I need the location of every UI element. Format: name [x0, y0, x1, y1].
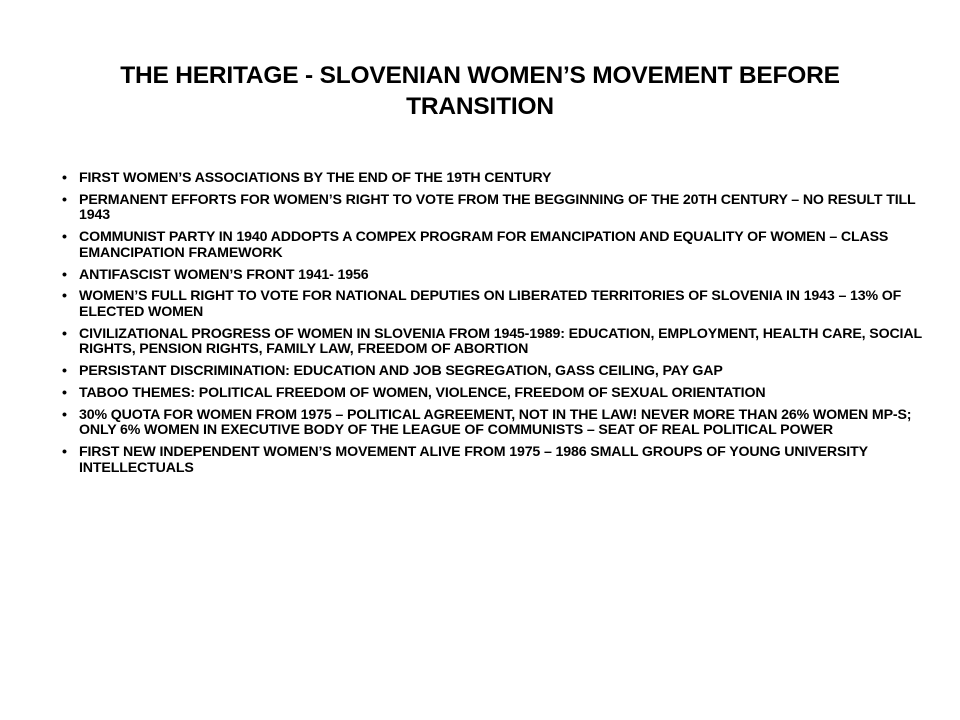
bullet-item — [62, 289, 922, 320]
bullet-item — [62, 408, 922, 439]
bullet-item — [62, 386, 922, 401]
bullet-icon: • — [62, 266, 67, 283]
bullet-text: FIRST NEW INDEPENDENT WOMEN’S MOVEMENT ALIVE FROM 1975 – 1986 SMALL GROUPS OF YOUNG UNIVERSITY INTELLECTUALS — [79, 444, 868, 476]
slide-title: THE HERITAGE - SLOVENIAN WOMEN’S MOVEMENT BEFORE TRANSITION — [120, 62, 840, 120]
bullet-icon: • — [62, 384, 67, 401]
bullet-icon: • — [62, 288, 67, 305]
bullet-text: COMMUNIST PARTY IN 1940 ADDOPTS A COMPEX PROGRAM FOR EMANCIPATION AND EQUALITY OF WOMEN – CLASS EMANCIPATION FRAMEWORK — [79, 229, 889, 261]
bullet-icon: • — [62, 191, 67, 208]
bullet-item — [62, 193, 922, 224]
bullet-text: WOMEN’S FULL RIGHT TO VOTE FOR NATIONAL DEPUTIES ON LIBERATED TERRITORIES OF SLOVENIA IN 1943 – 13% OF ELECTED WOMEN — [79, 288, 902, 320]
bullet-icon: • — [62, 229, 67, 246]
bullet-item — [62, 445, 922, 476]
bullet-icon: • — [62, 406, 67, 423]
bullet-item — [62, 230, 922, 261]
bullet-item — [62, 268, 922, 283]
bullet-item — [62, 364, 922, 379]
bullet-text: TABOO THEMES: POLITICAL FREEDOM OF WOMEN, VIOLENCE, FREEDOM OF SEXUAL ORIENTATION — [79, 384, 766, 401]
bullet-text: ANTIFASCIST WOMEN’S FRONT 1941- 1956 — [79, 266, 369, 283]
bullet-icon: • — [62, 170, 67, 186]
bullet-text: PERSISTANT DISCRIMINATION: EDUCATION AND JOB SEGREGATION, GASS CEILING, PAY GAP — [79, 363, 723, 380]
bullet-item — [62, 171, 922, 186]
bullet-text: 30% QUOTA FOR WOMEN FROM 1975 – POLITICAL AGREEMENT, NOT IN THE LAW! NEVER MORE THAN 26% WOMEN MP-S; ONLY 6% WOMEN IN EXECUTIVE BODY OF THE LEAGUE OF COMMUNISTS – SEAT OF REAL POLITICAL POWER — [79, 406, 912, 439]
bullet-list — [62, 171, 922, 483]
bullet-text: FIRST WOMEN’S ASSOCIATIONS BY THE END OF THE 19TH CENTURY — [79, 170, 552, 186]
bullet-icon: • — [62, 363, 67, 380]
bullet-item — [62, 327, 922, 358]
bullet-text: CIVILIZATIONAL PROGRESS OF WOMEN IN SLOVENIA FROM 1945-1989: EDUCATION, EMPLOYMENT, HEALTH CARE, SOCIAL RIGHTS, PENSION RIGHTS, FAMILY LAW, FREEDOM OF ABORTION — [79, 325, 922, 358]
bullet-icon: • — [62, 444, 67, 461]
bullet-text: PERMANENT EFFORTS FOR WOMEN’S RIGHT TO VOTE FROM THE BEGGINNING OF THE 20TH CENTURY – NO RESULT TILL 1943 — [79, 191, 916, 224]
bullet-icon: • — [62, 325, 67, 342]
